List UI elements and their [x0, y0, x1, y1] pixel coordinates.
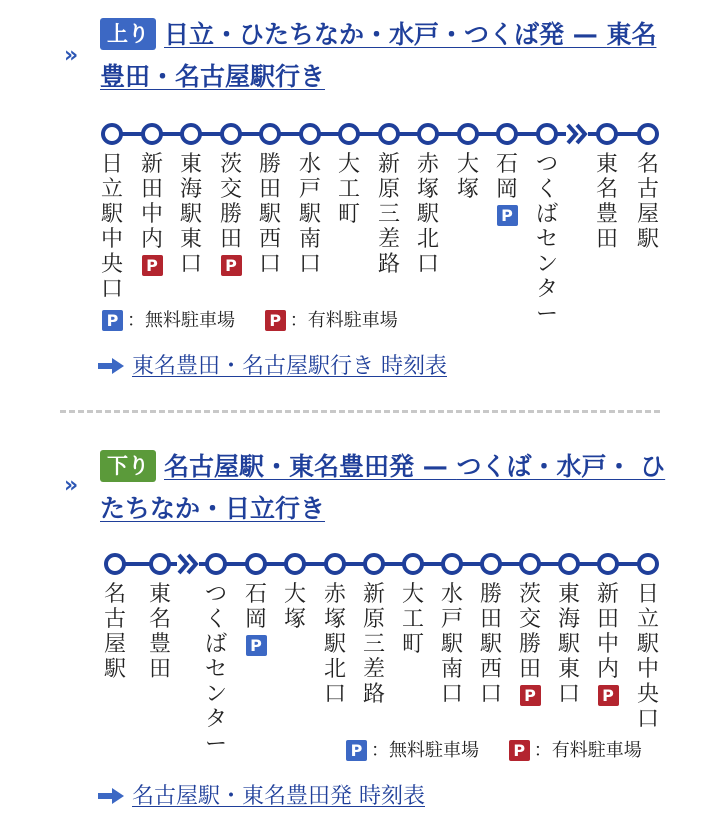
station-item — [532, 152, 562, 327]
station-name: 大塚 — [456, 152, 479, 202]
skip-double-chevron-icon — [566, 122, 588, 146]
station-name: 新田中内 — [140, 152, 163, 252]
down-title-destination: つくば・水戸・ ひたちなか・日立行き — [100, 452, 666, 523]
paid-parking-icon: P — [520, 685, 541, 706]
station-item — [633, 152, 663, 252]
station-name: つくばセンター — [535, 152, 558, 327]
skip-double-chevron-icon — [177, 552, 199, 576]
up-timetable-anchor[interactable]: 東名豊田・名古屋駅行き 時刻表 — [132, 354, 447, 379]
up-title-separator: — — [564, 20, 607, 49]
station-item — [241, 582, 271, 657]
paid-parking-icon: P — [142, 255, 163, 276]
down-title-separator: — — [414, 452, 457, 481]
station-node — [599, 555, 617, 573]
up-title-origin: 日立・ひたちなか・水戸・つくば発 — [164, 20, 565, 49]
station-name: つくばセンター — [204, 582, 227, 757]
double-chevron-right-icon: » — [64, 43, 72, 68]
station-item — [492, 152, 522, 227]
station-node — [286, 555, 304, 573]
station-item — [320, 582, 350, 707]
station-node — [560, 555, 578, 573]
paid-parking-icon: P — [509, 740, 530, 761]
station-node — [639, 125, 657, 143]
double-chevron-right-icon: » — [64, 473, 72, 498]
station-node — [598, 125, 616, 143]
station-node — [261, 125, 279, 143]
station-item — [413, 152, 443, 277]
paid-parking-icon: P — [598, 685, 619, 706]
station-name: 水戸駅南口 — [298, 152, 321, 277]
station-node — [459, 125, 477, 143]
station-item — [201, 582, 231, 757]
paid-parking-icon: P — [265, 310, 286, 331]
down-timetable-anchor[interactable]: 名古屋駅・東名豊田発 時刻表 — [132, 784, 425, 809]
station-item — [398, 582, 428, 657]
station-node — [538, 125, 556, 143]
station-item — [280, 582, 310, 632]
station-name: 東名豊田 — [148, 582, 171, 682]
station-item — [176, 152, 206, 277]
free-parking-icon: P — [497, 205, 518, 226]
station-node — [340, 125, 358, 143]
station-name: 大工町 — [337, 152, 360, 227]
station-node — [143, 125, 161, 143]
station-node — [326, 555, 344, 573]
station-name: 石岡 — [495, 152, 518, 202]
station-name: 日立駅中央口 — [100, 152, 123, 302]
station-node — [106, 555, 124, 573]
station-node — [380, 125, 398, 143]
down-badge: 下り — [100, 450, 156, 482]
station-item — [334, 152, 364, 227]
up-timetable-link[interactable] — [98, 353, 447, 381]
station-node — [222, 125, 240, 143]
down-title-origin: 名古屋駅・東名豊田発 — [164, 452, 415, 481]
station-item — [374, 152, 404, 277]
station-name: 石岡 — [244, 582, 267, 632]
paid-parking-label: ：有料駐車場 — [533, 740, 642, 761]
station-item — [437, 582, 467, 707]
station-name: 新原三差路 — [362, 582, 385, 707]
station-name: 大工町 — [401, 582, 424, 657]
station-node — [404, 555, 422, 573]
station-item — [216, 152, 246, 277]
station-node — [103, 125, 121, 143]
station-item — [476, 582, 506, 707]
station-item — [145, 582, 175, 682]
station-node — [151, 555, 169, 573]
station-item — [593, 582, 623, 707]
station-item — [359, 582, 389, 707]
station-node — [498, 125, 516, 143]
free-parking-label: ：無料駐車場 — [127, 310, 235, 331]
station-node — [521, 555, 539, 573]
station-name: 名古屋駅 — [103, 582, 126, 682]
station-name: 勝田駅西口 — [258, 152, 281, 277]
station-name: 東名豊田 — [595, 152, 618, 252]
station-name: 茨交勝田 — [219, 152, 242, 252]
station-name: 新田中内 — [596, 582, 619, 682]
up-section — [0, 0, 720, 400]
free-parking-icon: P — [346, 740, 367, 761]
up-parking-legend — [102, 308, 422, 332]
station-name: 赤塚駅北口 — [323, 582, 346, 707]
section-divider — [60, 410, 660, 413]
free-parking-icon: P — [102, 310, 123, 331]
station-name: 茨交勝田 — [518, 582, 541, 682]
station-item — [255, 152, 285, 277]
station-name: 勝田駅西口 — [479, 582, 502, 707]
station-name: 名古屋駅 — [636, 152, 659, 252]
paid-parking-label: ：有料駐車場 — [289, 310, 398, 331]
station-item — [100, 582, 130, 682]
up-title-destination: 東名豊田・名古屋駅行き — [100, 20, 657, 91]
station-name: 東海駅東口 — [557, 582, 580, 707]
station-item — [453, 152, 483, 202]
arrow-right-icon — [98, 358, 124, 374]
station-name: 赤塚駅北口 — [416, 152, 439, 277]
station-item — [295, 152, 325, 277]
station-node — [443, 555, 461, 573]
down-timetable-link[interactable] — [98, 783, 425, 811]
station-item — [554, 582, 584, 707]
station-name: 日立駅中央口 — [636, 582, 659, 732]
station-node — [207, 555, 225, 573]
arrow-right-icon — [98, 788, 124, 804]
up-badge: 上り — [100, 18, 156, 50]
station-name: 新原三差路 — [377, 152, 400, 277]
station-item — [515, 582, 545, 707]
station-name: 水戸駅南口 — [440, 582, 463, 707]
down-parking-legend — [346, 738, 642, 762]
station-node — [639, 555, 657, 573]
station-node — [365, 555, 383, 573]
station-name: 東海駅東口 — [179, 152, 202, 277]
down-section — [0, 430, 720, 820]
station-item — [633, 582, 663, 732]
station-node — [247, 555, 265, 573]
station-node — [482, 555, 500, 573]
free-parking-label: ：無料駐車場 — [371, 740, 479, 761]
station-node — [182, 125, 200, 143]
station-name: 大塚 — [283, 582, 306, 632]
free-parking-icon: P — [246, 635, 267, 656]
station-node — [419, 125, 437, 143]
paid-parking-icon: P — [221, 255, 242, 276]
station-item — [137, 152, 167, 277]
station-item — [592, 152, 622, 252]
station-item — [97, 152, 127, 302]
station-node — [301, 125, 319, 143]
